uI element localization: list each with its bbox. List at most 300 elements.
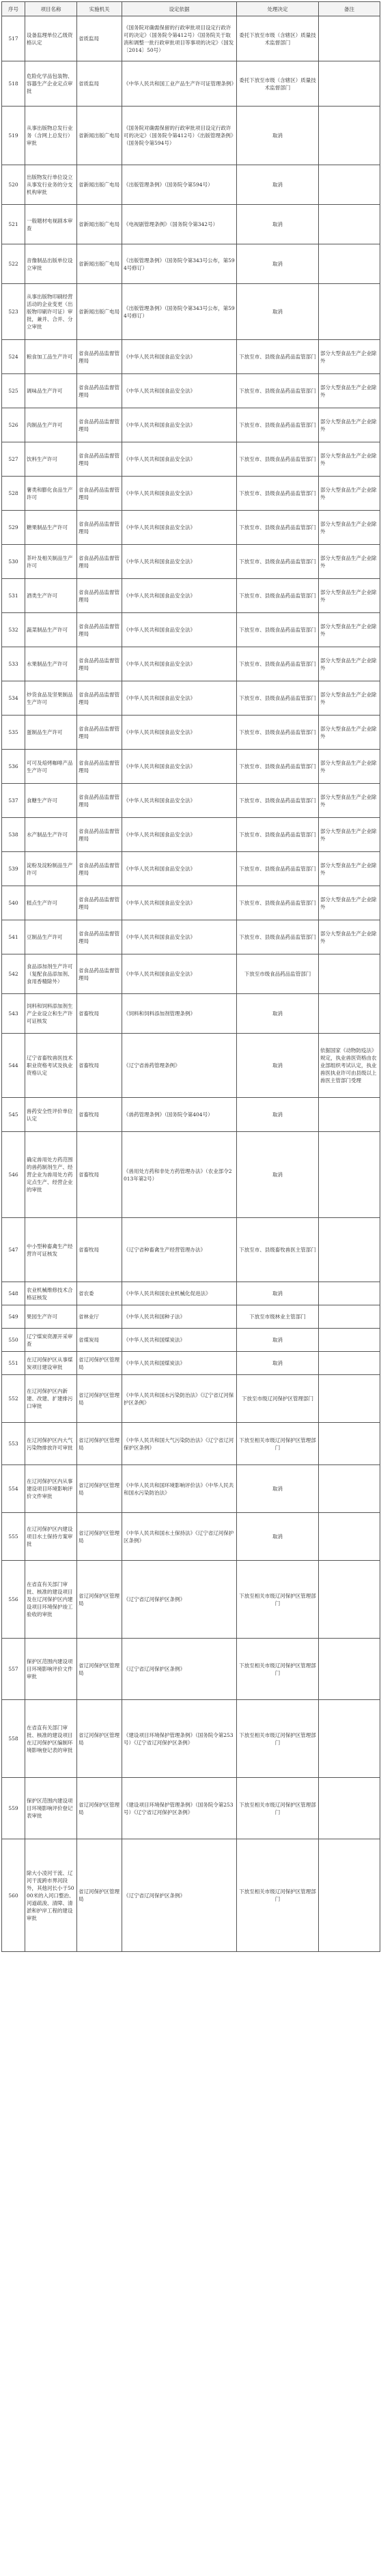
table-header-row — [2, 2, 380, 16]
cell-remark: 依据国家《动物防疫法》规定，执业兽医资格由农业部组织考试认定，执业兽医执业许可由县级以上兽医主管部门受理 — [319, 1034, 380, 1098]
cell-decision: 下放至相关市级辽河保护区管理部门 — [237, 1778, 319, 1839]
table-body — [2, 16, 380, 1952]
cell-decision: 取消 — [237, 994, 319, 1034]
table-row — [2, 750, 380, 784]
cell-item-name: 出版物发行单位设立从事发行业务的分支机构审批 — [25, 165, 77, 205]
cell-agency: 省食品药品监督管理局 — [77, 579, 122, 613]
cell-remark — [319, 1639, 380, 1700]
cell-no: 551 — [2, 1352, 25, 1375]
cell-item-name: 薯类和膨化食品生产许可 — [25, 477, 77, 511]
cell-agency: 省畜牧局 — [77, 994, 122, 1034]
cell-no: 532 — [2, 613, 25, 647]
cell-agency: 省食品药品监督管理局 — [77, 716, 122, 750]
cell-remark — [319, 1513, 380, 1561]
cell-remark: 部分大型食品生产企业除外 — [319, 477, 380, 511]
cell-decision: 委托下放至市级（含辖区）质量技术监督部门 — [237, 61, 319, 107]
cell-remark — [319, 1375, 380, 1423]
cell-item-name: 确定兽用处方药范围的兽药制剂生产、经营企业为兽用处方药定点生产、经营企业的审批 — [25, 1132, 77, 1218]
cell-item-name: 蔬菜制品生产许可 — [25, 613, 77, 647]
cell-agency: 省林业厅 — [77, 1305, 122, 1329]
cell-item-name: 可可及焙烤咖啡产品生产许可 — [25, 750, 77, 784]
cell-remark — [319, 994, 380, 1034]
cell-no: 548 — [2, 1282, 25, 1305]
cell-remark — [319, 1282, 380, 1305]
cell-decision: 下放至市级辽河保护区管理部门 — [237, 1375, 319, 1423]
cell-remark: 部分大型食品生产企业除外 — [319, 716, 380, 750]
cell-decision: 下放至市、县级食品药品监管部门 — [237, 647, 319, 681]
cell-basis: 《电视剧管理条例》（国务院令第342号） — [122, 205, 237, 244]
cell-agency: 省辽河保护区管理局 — [77, 1423, 122, 1465]
cell-basis: 《中华人民共和国食品安全法》 — [122, 545, 237, 579]
cell-decision: 下放至市、县级食品药品监管部门 — [237, 920, 319, 954]
cell-decision: 下放至市、县级食品药品监管部门 — [237, 681, 319, 716]
cell-no: 524 — [2, 340, 25, 374]
header-basis: 设定依据 — [122, 2, 237, 16]
cell-remark: 部分大型食品生产企业除外 — [319, 511, 380, 545]
cell-basis: 《出版管理条例》（国务院令第343号公布，第594号修订） — [122, 244, 237, 284]
cell-decision: 取消 — [237, 1352, 319, 1375]
table-row — [2, 511, 380, 545]
cell-item-name: 保护区范围内建设项目环境影响评价文件审批 — [25, 1639, 77, 1700]
cell-no: 542 — [2, 954, 25, 994]
cell-decision: 取消 — [237, 205, 319, 244]
cell-item-name: 在辽河保护区内新建、改建、扩建排污口审批 — [25, 1375, 77, 1423]
cell-no: 539 — [2, 852, 25, 886]
cell-item-name: 设备监理单位乙级资格认定 — [25, 16, 77, 61]
table-row — [2, 284, 380, 340]
cell-decision: 下放至相关市级辽河保护区管理部门 — [237, 1639, 319, 1700]
cell-decision: 取消 — [237, 1282, 319, 1305]
cell-remark — [319, 1465, 380, 1513]
cell-agency: 省辽河保护区管理局 — [77, 1700, 122, 1778]
table-row — [2, 244, 380, 284]
cell-remark — [319, 61, 380, 107]
cell-remark: 部分大型食品生产企业除外 — [319, 647, 380, 681]
cell-agency: 省畜牧局 — [77, 1132, 122, 1218]
cell-decision: 下放至市、县级食品药品监管部门 — [237, 613, 319, 647]
cell-no: 525 — [2, 374, 25, 408]
cell-basis: 《中华人民共和国食品安全法》 — [122, 954, 237, 994]
cell-decision: 取消 — [237, 1329, 319, 1352]
table-row — [2, 1132, 380, 1218]
cell-agency: 省辽河保护区管理局 — [77, 1561, 122, 1639]
cell-no: 556 — [2, 1561, 25, 1639]
cell-basis: 《中华人民共和国环境影响评价法》《中华人民共和国水污染防治法》 — [122, 1465, 237, 1513]
cell-no: 529 — [2, 511, 25, 545]
cell-item-name: 除大小凌河干流、辽河干流跨市界河段外，其他河长小于5000米的入河口整治、河道疏浚、清障、清淤和护岸工程的建设审批 — [25, 1839, 77, 1952]
cell-basis: 《辽宁省兽药管理条例》 — [122, 1034, 237, 1098]
cell-no: 521 — [2, 205, 25, 244]
cell-agency: 省质监局 — [77, 61, 122, 107]
cell-no: 541 — [2, 920, 25, 954]
table-row — [2, 545, 380, 579]
cell-decision: 下放至市、县级食品药品监管部门 — [237, 477, 319, 511]
cell-decision: 下放至相关市级辽河保护区管理部门 — [237, 1700, 319, 1778]
cell-item-name: 音像制品出版单位设立审批 — [25, 244, 77, 284]
cell-no: 540 — [2, 886, 25, 920]
cell-item-name: 辽宁省畜牧兽医技术职业资格考试及执业资格认定 — [25, 1034, 77, 1098]
cell-no: 553 — [2, 1423, 25, 1465]
cell-decision: 委托下放至市级（含辖区）质量技术监督部门 — [237, 16, 319, 61]
header-decision: 处理决定 — [237, 2, 319, 16]
cell-item-name: 饲料和饲料添加剂生产企业设立和生产许可证核发 — [25, 994, 77, 1034]
cell-agency: 省新闻出版广电局 — [77, 107, 122, 165]
cell-item-name: 在辽河保护区内从事建设项目环境影响评价文件审批 — [25, 1465, 77, 1513]
cell-agency: 省食品药品监督管理局 — [77, 852, 122, 886]
table-row — [2, 107, 380, 165]
cell-item-name: 食品添加剂生产许可（复配食品添加剂、食用香精除外） — [25, 954, 77, 994]
cell-agency: 省畜牧局 — [77, 1034, 122, 1098]
cell-basis: 《辽宁省辽河保护区条例》 — [122, 1839, 237, 1952]
cell-remark — [319, 1329, 380, 1352]
cell-no: 526 — [2, 408, 25, 442]
cell-no: 522 — [2, 244, 25, 284]
cell-basis: 《中华人民共和国食品安全法》 — [122, 681, 237, 716]
cell-decision: 下放至相关市级辽河保护区管理部门 — [237, 1839, 319, 1952]
cell-item-name: 糖果制品生产许可 — [25, 511, 77, 545]
table-row — [2, 1352, 380, 1375]
table-row — [2, 1465, 380, 1513]
cell-basis: 《中华人民共和国水土保持法》《辽宁省辽河保护区条例》 — [122, 1513, 237, 1561]
cell-decision: 下放至市、县级食品药品监管部门 — [237, 545, 319, 579]
cell-item-name: 豆制品生产许可 — [25, 920, 77, 954]
cell-no: 534 — [2, 681, 25, 716]
cell-no: 558 — [2, 1700, 25, 1778]
cell-remark: 部分大型食品生产企业除外 — [319, 886, 380, 920]
cell-decision: 下放至相关市级辽河保护区管理部门 — [237, 1423, 319, 1465]
cell-no: 544 — [2, 1034, 25, 1098]
approval-items-table — [1, 1, 380, 1952]
cell-remark — [319, 1561, 380, 1639]
cell-agency: 省食品药品监督管理局 — [77, 750, 122, 784]
cell-remark — [319, 1700, 380, 1778]
table-row — [2, 579, 380, 613]
cell-basis: 《中华人民共和国食品安全法》 — [122, 613, 237, 647]
cell-decision: 下放至市、县级食品药品监管部门 — [237, 579, 319, 613]
cell-item-name: 农业机械维修技术合格证核发 — [25, 1282, 77, 1305]
cell-decision: 下放至市、县级食品药品监管部门 — [237, 818, 319, 852]
cell-item-name: 水果制品生产许可 — [25, 647, 77, 681]
table-row — [2, 1329, 380, 1352]
header-item-name: 项目名称 — [25, 2, 77, 16]
cell-remark — [319, 284, 380, 340]
cell-agency: 省新闻出版广电局 — [77, 244, 122, 284]
table-row — [2, 1282, 380, 1305]
cell-agency: 省辽河保护区管理局 — [77, 1465, 122, 1513]
cell-agency: 省食品药品监督管理局 — [77, 681, 122, 716]
cell-no: 520 — [2, 165, 25, 205]
table-row — [2, 374, 380, 408]
cell-decision: 下放至市、县级食品药品监管部门 — [237, 852, 319, 886]
cell-remark — [319, 165, 380, 205]
cell-decision: 下放至市、县级食品药品监管部门 — [237, 511, 319, 545]
table-row — [2, 1778, 380, 1839]
cell-basis: 《中华人民共和国食品安全法》 — [122, 716, 237, 750]
cell-no: 535 — [2, 716, 25, 750]
cell-basis: 《辽宁省辽河保护区条例》 — [122, 1561, 237, 1639]
cell-basis: 《中华人民共和国食品安全法》 — [122, 784, 237, 818]
cell-basis: 《辽宁省种畜禽生产经营管理办法》 — [122, 1218, 237, 1282]
cell-agency: 省食品药品监督管理局 — [77, 613, 122, 647]
cell-item-name: 淀粉及淀粉制品生产许可 — [25, 852, 77, 886]
cell-agency: 省食品药品监督管理局 — [77, 442, 122, 477]
header-remark: 备注 — [319, 2, 380, 16]
table-row — [2, 1034, 380, 1098]
cell-item-name: 中小型种畜禽生产经营许可证核发 — [25, 1218, 77, 1282]
cell-agency: 省辽河保护区管理局 — [77, 1352, 122, 1375]
cell-no: 550 — [2, 1329, 25, 1352]
table-row — [2, 165, 380, 205]
cell-basis: 《饲料和饲料添加剂管理条例》 — [122, 994, 237, 1034]
cell-agency: 省新闻出版广电局 — [77, 205, 122, 244]
cell-remark: 部分大型食品生产企业除外 — [319, 852, 380, 886]
table-row — [2, 852, 380, 886]
cell-no: 554 — [2, 1465, 25, 1513]
table-row — [2, 442, 380, 477]
cell-agency: 省食品药品监督管理局 — [77, 818, 122, 852]
cell-basis: 《中华人民共和国食品安全法》 — [122, 852, 237, 886]
cell-agency: 省新闻出版广电局 — [77, 165, 122, 205]
cell-no: 530 — [2, 545, 25, 579]
cell-agency: 省辽河保护区管理局 — [77, 1839, 122, 1952]
cell-agency: 省辽河保护区管理局 — [77, 1778, 122, 1839]
cell-basis: 《中华人民共和国食品安全法》 — [122, 579, 237, 613]
cell-remark: 部分大型食品生产企业除外 — [319, 545, 380, 579]
cell-remark — [319, 1132, 380, 1218]
table-row — [2, 1218, 380, 1282]
cell-basis: 《中华人民共和国食品安全法》 — [122, 511, 237, 545]
cell-no: 528 — [2, 477, 25, 511]
cell-remark: 部分大型食品生产企业除外 — [319, 340, 380, 374]
cell-decision: 下放至市级林业主管部门 — [237, 1305, 319, 1329]
table-row — [2, 1561, 380, 1639]
table-row — [2, 994, 380, 1034]
cell-item-name: 炒货食品及坚果制品生产许可 — [25, 681, 77, 716]
cell-agency: 省畜牧局 — [77, 1098, 122, 1132]
cell-basis: 《中华人民共和国食品安全法》 — [122, 818, 237, 852]
cell-no: 536 — [2, 750, 25, 784]
header-no: 序号 — [2, 2, 25, 16]
cell-agency: 省食品药品监督管理局 — [77, 545, 122, 579]
cell-agency: 省畜牧局 — [77, 1218, 122, 1282]
cell-decision: 下放至相关市级辽河保护区管理部门 — [237, 1561, 319, 1639]
cell-remark: 部分大型食品生产企业除外 — [319, 784, 380, 818]
cell-decision: 取消 — [237, 1513, 319, 1561]
cell-agency: 省食品药品监督管理局 — [77, 954, 122, 994]
cell-item-name: 饮料生产许可 — [25, 442, 77, 477]
cell-agency: 省辽河保护区管理局 — [77, 1375, 122, 1423]
cell-decision: 下放至市级食品药品监管部门 — [237, 954, 319, 994]
table-row — [2, 1375, 380, 1423]
cell-item-name: 在省直有关部门审批、核准的建设项目在辽河保护区编制环境影响登记表的审批 — [25, 1700, 77, 1778]
cell-basis: 《中华人民共和国水污染防治法》《辽宁省辽河保护区条例》 — [122, 1375, 237, 1423]
cell-basis: 《中华人民共和国农业机械化促进法》 — [122, 1282, 237, 1305]
cell-basis: 《国务院对确需保留的行政审批项目设定行政许可的决定》（国务院令第412号）《国务院关于取消和调整一批行政审批项目等事项的决定》（国发〔2014〕50号） — [122, 16, 237, 61]
cell-remark — [319, 1423, 380, 1465]
cell-item-name: 在省直有关部门审批、核准的建设项目及在辽河保护区内建设项目环境保护竣工验收的审批 — [25, 1561, 77, 1639]
cell-agency: 省食品药品监督管理局 — [77, 920, 122, 954]
table-row — [2, 1839, 380, 1952]
cell-remark: 部分大型食品生产企业除外 — [319, 613, 380, 647]
cell-no: 531 — [2, 579, 25, 613]
table-row — [2, 920, 380, 954]
cell-remark: 部分大型食品生产企业除外 — [319, 408, 380, 442]
cell-remark — [319, 1098, 380, 1132]
cell-item-name: 在辽河保护区内建设项目水土保持方案审批 — [25, 1513, 77, 1561]
table-row — [2, 716, 380, 750]
table-row — [2, 613, 380, 647]
cell-item-name: 食糖生产许可 — [25, 784, 77, 818]
cell-basis: 《中华人民共和国食品安全法》 — [122, 408, 237, 442]
cell-basis: 《兽药管理条例》（国务院令第404号） — [122, 1098, 237, 1132]
table-row — [2, 340, 380, 374]
cell-agency: 省食品药品监督管理局 — [77, 784, 122, 818]
table-row — [2, 681, 380, 716]
cell-remark — [319, 1352, 380, 1375]
cell-decision: 取消 — [237, 244, 319, 284]
cell-item-name: 一般题材电视剧本审查 — [25, 205, 77, 244]
cell-remark: 部分大型食品生产企业除外 — [319, 579, 380, 613]
cell-no: 546 — [2, 1132, 25, 1218]
header-agency: 实施机关 — [77, 2, 122, 16]
cell-basis: 《中华人民共和国食品安全法》 — [122, 750, 237, 784]
cell-decision: 取消 — [237, 1132, 319, 1218]
cell-item-name: 粮食加工品生产许可 — [25, 340, 77, 374]
table-row — [2, 1423, 380, 1465]
cell-remark — [319, 954, 380, 994]
cell-basis: 《出版管理条例》（国务院令第343号公布，第594号修订） — [122, 284, 237, 340]
cell-basis: 《出版管理条例》（国务院令第594号） — [122, 165, 237, 205]
cell-item-name: 在辽河保护区内大气污染物排放许可审批 — [25, 1423, 77, 1465]
cell-item-name: 调味品生产许可 — [25, 374, 77, 408]
cell-basis: 《中华人民共和国大气污染防治法》《辽宁省辽河保护区条例》 — [122, 1423, 237, 1465]
cell-agency: 省煤炭局 — [77, 1329, 122, 1352]
cell-decision: 取消 — [237, 1034, 319, 1098]
cell-no: 557 — [2, 1639, 25, 1700]
cell-remark: 部分大型食品生产企业除外 — [319, 374, 380, 408]
cell-agency: 省食品药品监督管理局 — [77, 886, 122, 920]
cell-decision: 下放至市、县级食品药品监管部门 — [237, 750, 319, 784]
cell-remark — [319, 1778, 380, 1839]
table-row — [2, 784, 380, 818]
cell-basis: 《中华人民共和国煤炭法》 — [122, 1329, 237, 1352]
cell-basis: 《中华人民共和国食品安全法》 — [122, 477, 237, 511]
cell-no: 549 — [2, 1305, 25, 1329]
cell-basis: 《建设项目环境保护管理条例》（国务院令第253号）《辽宁省辽河保护区条例》 — [122, 1778, 237, 1839]
cell-basis: 《中华人民共和国工业产品生产许可证管理条例》 — [122, 61, 237, 107]
cell-agency: 省农委 — [77, 1282, 122, 1305]
cell-agency: 省食品药品监督管理局 — [77, 477, 122, 511]
table-row — [2, 61, 380, 107]
cell-remark — [319, 16, 380, 61]
cell-remark — [319, 1218, 380, 1282]
cell-basis: 《建设项目环境保护管理条例》（国务院令第253号）《辽宁省辽河保护区条例》 — [122, 1700, 237, 1778]
cell-item-name: 从事出版物总发行业务（含网上总发行）审批 — [25, 107, 77, 165]
cell-no: 559 — [2, 1778, 25, 1839]
table-row — [2, 886, 380, 920]
table-row — [2, 1639, 380, 1700]
cell-item-name: 保护区范围内建设项目环境影响评价登记表审批 — [25, 1778, 77, 1839]
cell-no: 517 — [2, 16, 25, 61]
cell-remark: 部分大型食品生产企业除外 — [319, 750, 380, 784]
table-row — [2, 477, 380, 511]
cell-decision: 下放至市、县级食品药品监管部门 — [237, 716, 319, 750]
cell-basis: 《国务院对确需保留的行政审批项目设定行政许可的决定》（国务院令第412号）《出版管理条例》（国务院令第594号） — [122, 107, 237, 165]
cell-no: 518 — [2, 61, 25, 107]
cell-item-name: 在辽河保护区从事煤炭项目建设审批 — [25, 1352, 77, 1375]
table-row — [2, 954, 380, 994]
table-row — [2, 205, 380, 244]
cell-remark — [319, 1839, 380, 1952]
cell-no: 533 — [2, 647, 25, 681]
cell-agency: 省辽河保护区管理局 — [77, 1513, 122, 1561]
cell-basis: 《中华人民共和国食品安全法》 — [122, 442, 237, 477]
cell-item-name: 肉制品生产许可 — [25, 408, 77, 442]
cell-no: 538 — [2, 818, 25, 852]
cell-remark — [319, 107, 380, 165]
cell-no: 527 — [2, 442, 25, 477]
cell-basis: 《中华人民共和国食品安全法》 — [122, 886, 237, 920]
cell-decision: 下放至市、县级食品药品监管部门 — [237, 886, 319, 920]
cell-item-name: 辽宁煤炭资源开采审查 — [25, 1329, 77, 1352]
cell-remark — [319, 1305, 380, 1329]
cell-no: 523 — [2, 284, 25, 340]
cell-basis: 《中华人民共和国种子法》 — [122, 1305, 237, 1329]
table-row — [2, 1098, 380, 1132]
cell-remark: 部分大型食品生产企业除外 — [319, 920, 380, 954]
cell-no: 537 — [2, 784, 25, 818]
cell-agency: 省食品药品监督管理局 — [77, 374, 122, 408]
cell-item-name: 茶叶及相关制品生产许可 — [25, 545, 77, 579]
cell-remark — [319, 205, 380, 244]
cell-remark — [319, 244, 380, 284]
table-row — [2, 1305, 380, 1329]
table-row — [2, 1700, 380, 1778]
cell-agency: 省质监局 — [77, 16, 122, 61]
cell-item-name: 果园生产许可 — [25, 1305, 77, 1329]
cell-agency: 省新闻出版广电局 — [77, 284, 122, 340]
table-row — [2, 647, 380, 681]
cell-item-name: 糕点生产许可 — [25, 886, 77, 920]
cell-remark: 部分大型食品生产企业除外 — [319, 681, 380, 716]
cell-basis: 《中华人民共和国煤炭法》 — [122, 1352, 237, 1375]
cell-decision: 取消 — [237, 1098, 319, 1132]
cell-no: 543 — [2, 994, 25, 1034]
cell-decision: 下放至市、县级畜牧兽医主管部门 — [237, 1218, 319, 1282]
cell-remark: 部分大型食品生产企业除外 — [319, 818, 380, 852]
cell-no: 545 — [2, 1098, 25, 1132]
cell-item-name: 从事出版物印刷经营活动的企业变更（出版物印刷许可证）审批，兼并、合并、分立审批 — [25, 284, 77, 340]
cell-decision: 取消 — [237, 107, 319, 165]
cell-no: 560 — [2, 1839, 25, 1952]
cell-basis: 《中华人民共和国食品安全法》 — [122, 340, 237, 374]
cell-basis: 《兽用处方药和非处方药管理办法》（农业部令2013年第2号） — [122, 1132, 237, 1218]
cell-decision: 下放至市、县级食品药品监管部门 — [237, 408, 319, 442]
cell-decision: 取消 — [237, 1465, 319, 1513]
table-row — [2, 1513, 380, 1561]
table-row — [2, 16, 380, 61]
cell-basis: 《辽宁省辽河保护区条例》 — [122, 1639, 237, 1700]
cell-item-name: 蛋制品生产许可 — [25, 716, 77, 750]
cell-agency: 省食品药品监督管理局 — [77, 647, 122, 681]
cell-decision: 取消 — [237, 284, 319, 340]
cell-decision: 下放至市、县级食品药品监管部门 — [237, 340, 319, 374]
cell-agency: 省食品药品监督管理局 — [77, 340, 122, 374]
cell-no: 519 — [2, 107, 25, 165]
cell-item-name: 兽药安全性评价单位认定 — [25, 1098, 77, 1132]
cell-decision: 取消 — [237, 165, 319, 205]
cell-basis: 《中华人民共和国食品安全法》 — [122, 920, 237, 954]
